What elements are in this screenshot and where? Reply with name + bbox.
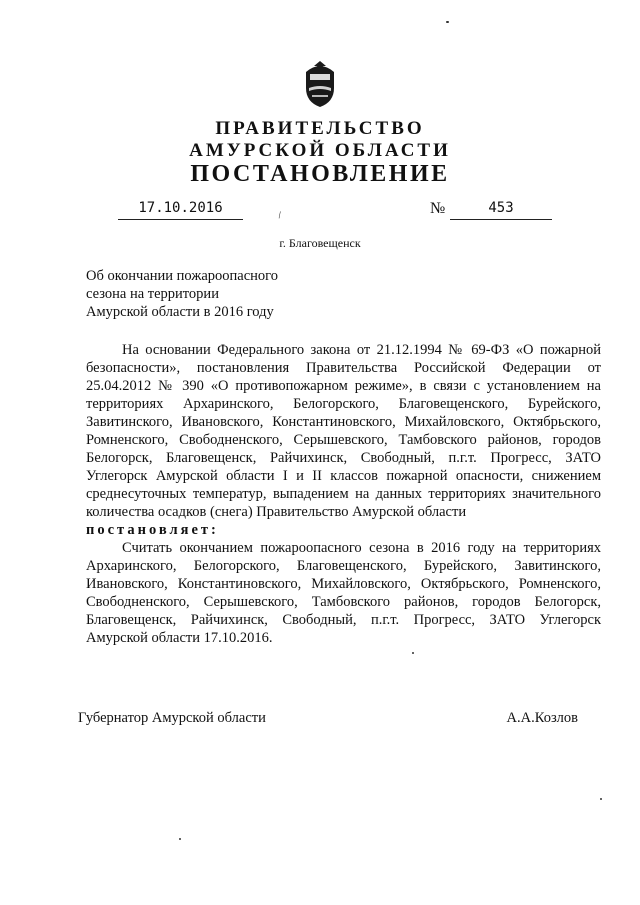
decree-word: постановляет:: [86, 522, 219, 538]
signature-position: Губернатор Амурской области: [78, 710, 266, 726]
header-line1: ПРАВИТЕЛЬСТВО: [215, 118, 425, 139]
subject-line: сезона на территории: [86, 286, 219, 302]
body-paragraph-1: На основании Федерального закона от 21.12.1994 № 69-ФЗ «О пожарной безопасности», постановления Правительства Российской Федерации от 25.04.2012 № 390 «О противопожарном режиме», в связи с установлением на территориях Архаринского, Белогорского, Благовещенского, Бурейского, Завитинского, Ивановского, Константиновского, Михайловского, Октябрьского, Ромненского, Свободненского, Серышевского, Тамбовского районов, городов Белогорск, Благовещенск, Райчихинск, Свободный, п.г.т. Прогресс, ЗАТО Углегорск Амурской области I и II классов пожарной опасности, снижением среднесуточных температур, выпадением на данных территориях значительного количества осадков (снега) Правительство Амурской области: [86, 342, 601, 520]
doc-type-title: ПОСТАНОВЛЕНИЕ: [190, 161, 450, 187]
number-sign: №: [430, 200, 446, 217]
scan-speck: [600, 798, 602, 800]
body-text: [86, 341, 601, 647]
stray-mark: \: [275, 210, 284, 221]
date-number-row: [0, 200, 640, 222]
doc-number: 453: [488, 200, 514, 216]
scan-speck: [179, 838, 181, 840]
coat-of-arms-icon: [300, 58, 340, 108]
subject-line: Амурской области в 2016 году: [86, 304, 274, 320]
header-line2: АМУРСКОЙ ОБЛАСТИ: [189, 140, 451, 161]
signer-name: А.А.Козлов: [506, 710, 578, 726]
date-underline: [118, 219, 243, 220]
subject-block: [86, 267, 278, 321]
body-paragraph-2: Считать окончанием пожароопасного сезона в 2016 году на территориях Архаринского, Белогорского, Благовещенского, Бурейского, Завитинского, Ивановского, Константиновского, Михайловского, Октябрьского, Ромненского, Свободненского, Серышевского, Тамбовского районов, городов Белогорск, Благовещенск, Райчихинск, Свободный, п.г.т. Прогресс, ЗАТО Углегорск Амурской области 17.10.2016.: [86, 540, 601, 646]
doc-date: 17.10.2016: [138, 200, 223, 216]
subject-line: Об окончании пожароопасного: [86, 268, 279, 284]
scan-speck: [412, 652, 414, 654]
city-line: г. Благовещенск: [279, 236, 361, 250]
scan-speck: [446, 21, 449, 23]
number-underline: [450, 219, 552, 220]
